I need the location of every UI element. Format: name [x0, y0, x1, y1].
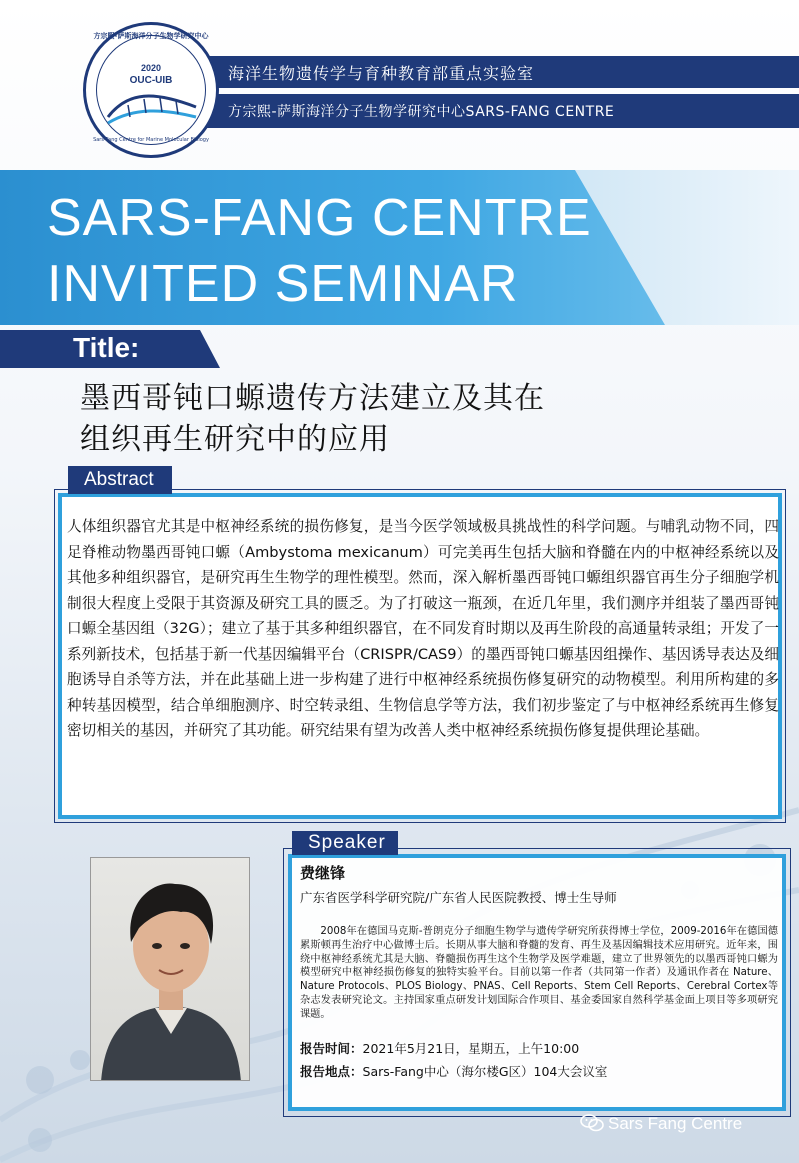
talk-time-value: 2021年5月21日，星期五，上午10:00 [362, 1041, 580, 1056]
talk-title [80, 378, 640, 460]
talk-place-label: 报告地点： [300, 1064, 363, 1079]
watermark [580, 1114, 742, 1134]
speaker-label: Speaker [308, 832, 386, 853]
logo-year: 2020 [140, 63, 162, 73]
talk-title-line2: 组织再生研究中的应用 [80, 422, 390, 457]
logo-ring-top-text: 方宗熙-萨斯海洋分子生物学研究中心 [93, 32, 209, 40]
banner-line1: SARS-FANG CENTRE [47, 189, 592, 247]
logo-ring-bottom-text: Sars-Fang Centre for Marine Molecular Biology [93, 137, 209, 143]
speaker-affiliation: 广东省医学科学研究院/广东省人民医院教授、博士生导师 [300, 890, 617, 905]
talk-title-line1: 墨西哥钝口螈遗传方法建立及其在 [80, 381, 545, 416]
abstract-text: 人体组织器官尤其是中枢神经系统的损伤修复，是当今医学领域极具挑战性的科学问题。与哺乳动物不同，四足脊椎动物墨西哥钝口螈（Ambystoma mexicanum）可完美再生包括大脑和脊髓在内的中枢神经系统以及其他多种组织器官，是研究再生生物学的理性模型。然而，深入解析墨西哥钝口螈组织器官再生分子细胞学机制很大程度上受限于其资源及研究工具的匮乏。为了打破这一瓶颈，在近几年里，我们测序并组装了墨西哥钝口螈全基因组（32G）；建立了基于其多种组织器官，在不同发育时期以及再生阶段的高通量转录组；开发了一系列新技术，包括基于新一代基因编辑平台（CRISPR/CAS9）的墨西哥钝口螈基因组操作、基因诱导表达及细胞诱导自杀等方法，并在此基础上进一步构建了进行中枢神经系统损伤修复研究的动物模型。利用所构建的多种转基因模型，结合单细胞测序、时空转录组、生物信息学等方法，我们初步鉴定了与中枢神经系统再生修复密切相关的基因，并研究了其功能。研究结果有望为改善人类中枢神经系统损伤修复提供理论基础。 [67, 518, 779, 739]
lab-name: 海洋生物遗传学与育种教育部重点实验室 [228, 64, 535, 83]
abstract-label: Abstract [84, 469, 154, 490]
talk-time [300, 1039, 579, 1057]
speaker-name: 费继锋 [300, 864, 346, 882]
logo-abbr: OUC-UIB [129, 75, 173, 86]
talk-place-value: Sars-Fang中心（海尔楼G区）104大会议室 [362, 1064, 608, 1079]
institute-logo-icon [83, 22, 219, 158]
talk-time-label: 报告时间： [300, 1041, 363, 1056]
talk-place [300, 1062, 607, 1080]
wechat-icon [580, 1114, 604, 1132]
logo-wave-icon [104, 87, 200, 127]
speaker-bio: 2008年在德国马克斯-普朗克分子细胞生物学与遗传学研究所获得博士学位，2009-2016年在德国德累斯顿再生治疗中心做博士后。长期从事大脑和脊髓的发育、再生及基因编辑技术应用研究。近年来，围绕中枢神经系统尤其是大脑、脊髓损伤再生这个生物学及医学难题，建立了世界领先的以墨西哥钝口螈为模型研究中枢神经损伤修复的独特实验平台。目前以第一作者（共同第一作者）及通讯作者在 Nature、Nature Protocols、PLOS Biology、PNAS、Cell Reports、Stem Cell Reports、Cerebral Cortex等杂志发表研究论文。主持国家重点研发计划国际合作项目、基金委国家自然科学基金面上项目等多项研究课题。 [300, 926, 778, 1020]
portrait-drawing [91, 858, 250, 1081]
speaker-portrait [90, 857, 250, 1081]
centre-name: 方宗熙-萨斯海洋分子生物学研究中心SARS-FANG CENTRE [228, 104, 615, 120]
title-label: Title: [73, 332, 140, 363]
watermark-text: Sars Fang Centre [608, 1114, 743, 1133]
banner-line2: INVITED SEMINAR [47, 255, 519, 313]
